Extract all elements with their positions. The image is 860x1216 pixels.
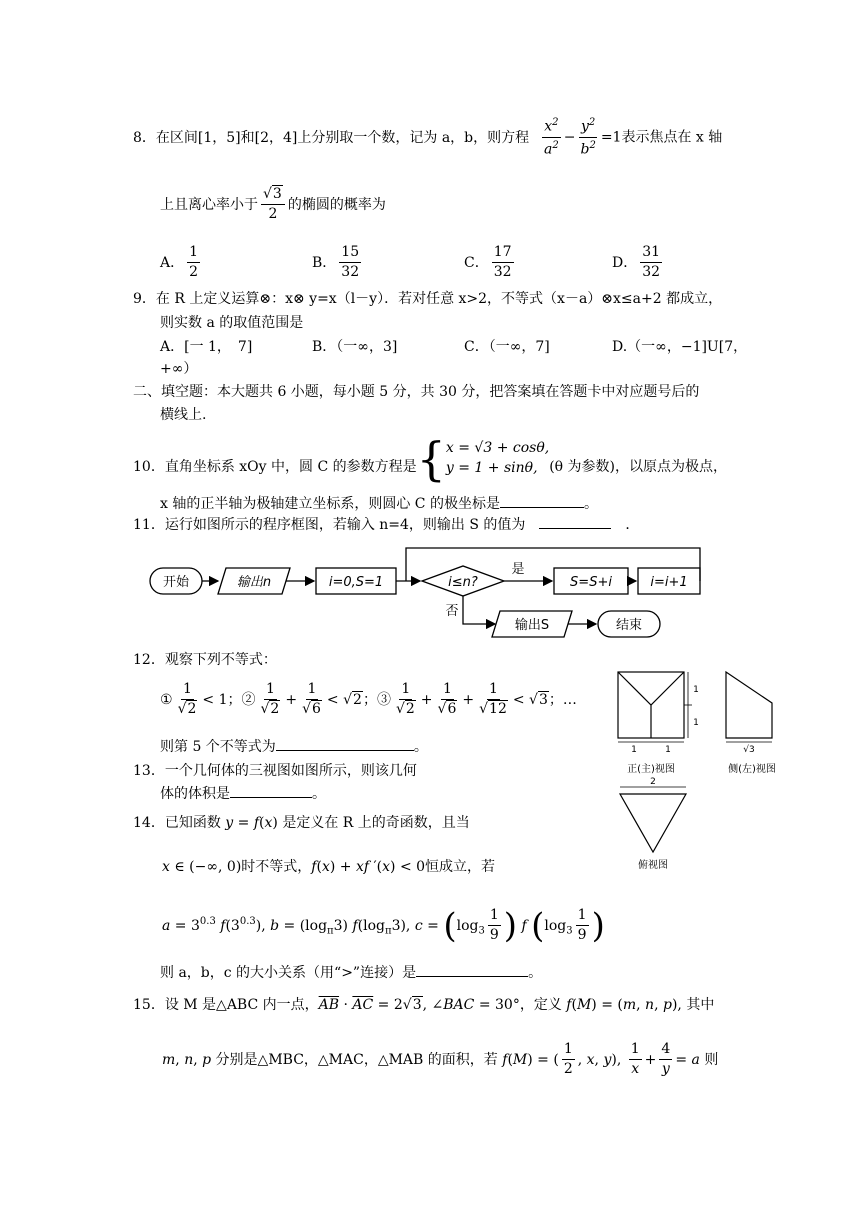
q8-opt-den: 2 (189, 264, 199, 281)
q12-end: 。 (413, 739, 428, 755)
q14-text-a: 14．已知函数 (133, 815, 221, 831)
q9-line2: 则实数 a 的取值范围是 (160, 315, 304, 331)
q10-eq1: x = √3 + cosθ, (445, 440, 550, 457)
flow-step1-label: S=S+i (570, 575, 612, 590)
q13-end: 。 (312, 786, 326, 802)
q12-c2: ；② (227, 691, 256, 708)
q8-opt-num: 15 (339, 245, 361, 263)
q9-option-d: D.（一∞，−1]U[7， (612, 339, 748, 355)
q12-line3 (160, 740, 428, 754)
q10-end: 。 (583, 496, 598, 512)
section2-heading: 二、填空题：本大题共 6 小题，每小题 5 分，共 30 分，把答案填在答题卡中对应题号后的 (133, 384, 700, 400)
q8-opt-num: 31 (640, 245, 662, 263)
q9-line1: 9．在 R 上定义运算⊗：x⊗ y=x（l－y）．若对任意 x>2，不等式（x－a）⊗x≤a+2 都成立， (133, 291, 723, 307)
q8-opt-num: 1 (187, 245, 200, 263)
q8-eq-tail: 表示焦点在 x 轴 (621, 129, 723, 146)
q11-line1 (133, 518, 639, 532)
flow-yes-label: 是 (511, 562, 525, 577)
q12-inequalities: ① $\frac{1}{√2}$ < 1；② $\frac{1}{√2}$ + $\frac{1}{√6}$ < √2；③ $\frac{1}{√2}$ + $\frac{1}{√6}$ + $\frac{1}{√12}$ < √3；… (160, 681, 577, 718)
flow-start-label: 开始 (162, 575, 190, 590)
q12-answer-blank[interactable] (276, 750, 414, 751)
side-view-label: 侧(左)视图 (728, 764, 776, 775)
q8-opt-den: 32 (642, 264, 661, 281)
q13-line2 (160, 787, 326, 801)
q8-opt-label: B． (312, 254, 337, 271)
q15-text-d: 分别是△MBC，△MAC，△MAB 的面积，若 (215, 1051, 498, 1068)
q14-end: 。 (528, 965, 543, 981)
q10-param: (θ 为参数) (549, 459, 616, 475)
side-dim: √3 (743, 745, 755, 755)
q14-answer-blank[interactable] (416, 976, 528, 977)
q13-text: 体的体积是 (160, 786, 230, 802)
q8-opt-den: 32 (493, 264, 512, 281)
q15-line1: 15．设 M 是△ABC 内一点，$\overline{AB} \cdot \overline{AC} = 2√3$, ∠BAC = 30°，定义 f(M) = (m, n, p), 其中 (133, 997, 715, 1013)
flow-no-label: 否 (445, 604, 459, 619)
front-dim-right: 1 (665, 745, 671, 755)
q13-answer-blank[interactable] (230, 797, 312, 798)
q11-answer-blank[interactable] (539, 528, 611, 529)
three-view-figure (610, 668, 810, 908)
q10-line1: 10．直角坐标系 xOy 中，圆 C 的参数方程是{ x = √3 + cosθ, y = 1 + sinθ, (θ 为参数)，以原点为极点， (133, 432, 728, 486)
q9-option-d-cont: +∞） (160, 361, 198, 377)
q11-end: ． (625, 517, 640, 533)
q8-option-c (464, 245, 517, 281)
q8-equation: $\frac{x^2}{a^2}$ − $\frac{y^2}{b^2}$ =1表示焦点在 x 轴 (544, 117, 723, 158)
q8-opt-label: D． (612, 254, 638, 271)
q8-opt-num: 17 (492, 245, 514, 263)
front-dim-left: 1 (631, 745, 637, 755)
q11-text: 11．运行如图所示的程序框图，若输入 n=4，则输出 S 的值为 (133, 517, 526, 533)
q12-c1: ① (160, 691, 173, 708)
q8-line1 (133, 131, 529, 145)
q15-text-a: 15．设 M 是△ABC 内一点， (133, 997, 319, 1013)
q8-line2: 上且离心率小于 $\frac{√3}{2}$ 的椭圆的概率为 (160, 186, 386, 223)
q14-line1: 14．已知函数 y = f(x) 是定义在 R 上的奇函数，且当 (133, 815, 470, 831)
q8-option-a (160, 245, 203, 281)
q14-text-e: 则 a，b，c 的大小关系（用“>”连接）是 (160, 965, 417, 981)
flow-step2-label: i=i+1 (650, 575, 688, 590)
q10-line2 (160, 497, 598, 511)
q15-text-b: ，定义 (519, 997, 562, 1013)
q15-line2: m, n, p 分别是△MBC，△MAC，△MAB 的面积，若 f(M) = ( $\frac{1}{2}$ , x, y), $\frac{1}{x}$ + $\frac{4}{y}$ = a 则 (162, 1041, 719, 1078)
q8-option-d (612, 245, 665, 281)
q12-c3: ；③ (362, 691, 391, 708)
section2-heading-cont: 横线上. (160, 407, 207, 423)
flow-cond-label: i≤n? (448, 575, 478, 590)
q14-text-c: 时不等式， (241, 859, 312, 875)
q8-option-b (312, 245, 364, 281)
q9-option-c: C．（一∞，7] (464, 339, 550, 355)
q10-eq2: y = 1 + sinθ, (445, 460, 538, 476)
q14-text-b: 是定义在 R 上的奇函数，且当 (282, 815, 470, 831)
q8-line2b: 的椭圆的概率为 (287, 196, 386, 213)
q8-opt-label: C． (464, 254, 489, 271)
q12-line1: 12．观察下列不等式： (133, 652, 277, 668)
q12-c4: ；… (548, 691, 577, 708)
flow-output-label: 输出S (514, 618, 550, 633)
q10-text-a: 10．直角坐标系 xOy 中，圆 C 的参数方程是 (133, 459, 417, 475)
q14-text-d: 恒成立，若 (425, 859, 496, 875)
q10-answer-blank[interactable] (500, 507, 584, 508)
q10-text-b: ，以原点为极点， (615, 459, 728, 475)
front-dim-bottom: 1 (693, 718, 699, 728)
q8-opt-label: A． (160, 254, 185, 271)
q8-text: 8．在区间[1，5]和[2，4]上分别取一个数，记为 a，b，则方程 (133, 130, 530, 146)
q10-text: x 轴的正半轴为极轴建立坐标系，则圆心 C 的极坐标是 (160, 496, 500, 512)
q13-line1: 13．一个几何体的三视图如图所示，则该几何 (133, 763, 417, 779)
q15-text-e: 则 (704, 1051, 719, 1068)
front-view-label: 正(主)视图 (627, 764, 675, 775)
flow-input-label: 输出n (236, 575, 272, 590)
flowchart (140, 544, 705, 644)
q15-text-c: 其中 (686, 997, 715, 1013)
q14-line3: $a = 3^{0.3}$ $f(3^{0.3})$, $b = (\log_\pi 3)$ $f(\log_\pi 3)$, $c = (\log_3$ $\frac{1}{9}$ ) f ($\log_3$ $\frac{1}{9}$ ) (162, 905, 605, 946)
q9-option-a: A．[一 1， 7] (160, 339, 253, 355)
q14-line2: x ∈ (−∞, 0)时不等式，f(x) + xf ′(x) < 0恒成立，若 (162, 859, 496, 875)
front-dim-top: 1 (693, 685, 699, 695)
flow-end-label: 结束 (615, 618, 643, 633)
top-dim: 2 (650, 777, 656, 787)
q8-opt-den: 32 (341, 264, 360, 281)
q12-text: 则第 5 个不等式为 (160, 739, 276, 755)
q14-line4 (160, 966, 542, 980)
q8-line2a: 上且离心率小于 (160, 196, 258, 213)
q9-option-b: B．（一∞，3] (312, 339, 398, 355)
top-view-label: 俯视图 (638, 860, 668, 871)
flow-init-label: i=0,S=1 (328, 575, 384, 590)
